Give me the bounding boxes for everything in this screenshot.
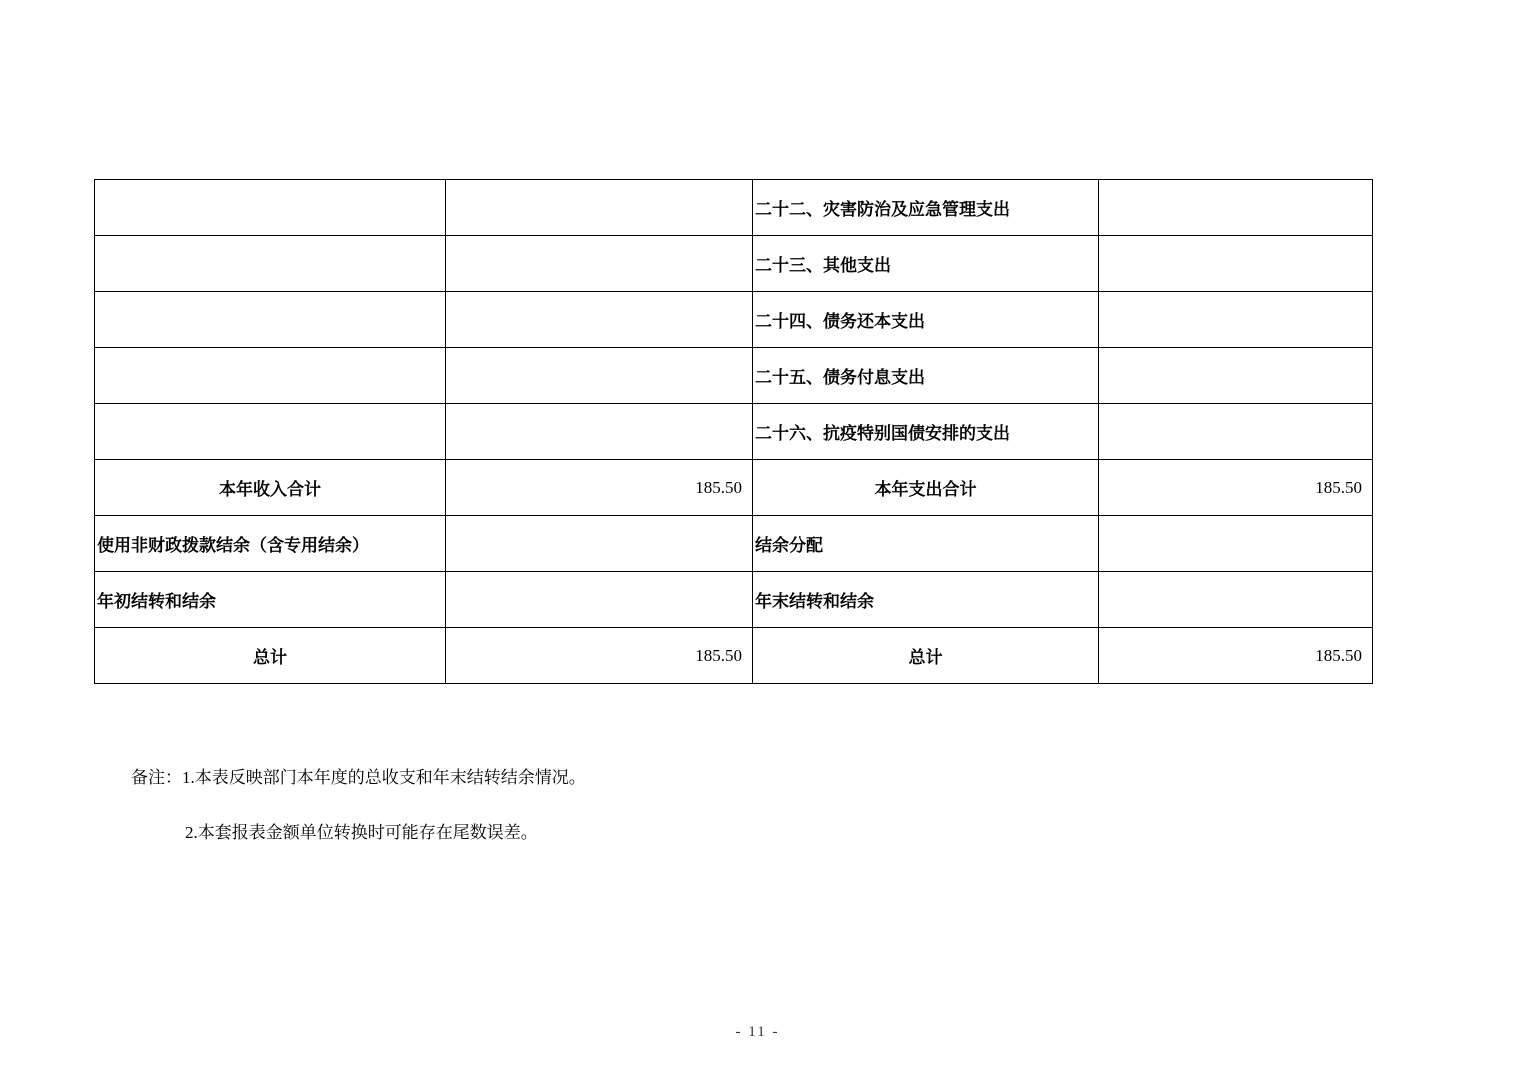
remark-note-1: 备注：1.本表反映部门本年度的总收支和年末结转结余情况。 [131, 768, 586, 787]
expense-item-label: 二十五、债务付息支出 [753, 348, 1099, 404]
income-item-label [95, 236, 446, 292]
income-item-value [446, 180, 753, 236]
income-item-label [95, 404, 446, 460]
expense-item-value [1099, 236, 1373, 292]
grand-total-expense-label: 总计 [753, 628, 1099, 684]
grand-total-income-value: 185.50 [446, 628, 753, 684]
table-row [95, 180, 1373, 236]
non-fiscal-balance-value [446, 516, 753, 572]
table-row [95, 404, 1373, 460]
table-row [95, 516, 1373, 572]
grand-total-income-label: 总计 [95, 628, 446, 684]
table-row [95, 292, 1373, 348]
annual-income-total-value: 185.50 [446, 460, 753, 516]
balance-distribution-value [1099, 516, 1373, 572]
annual-income-total-label: 本年收入合计 [95, 460, 446, 516]
opening-carryover-value [446, 572, 753, 628]
expense-item-value [1099, 348, 1373, 404]
table-row-annual-total [95, 460, 1373, 516]
expense-item-label: 二十六、抗疫特别国债安排的支出 [753, 404, 1099, 460]
opening-carryover-label: 年初结转和结余 [95, 572, 446, 628]
income-item-label [95, 348, 446, 404]
annual-expense-total-value: 185.50 [1099, 460, 1373, 516]
table-row-grand-total [95, 628, 1373, 684]
closing-carryover-label: 年末结转和结余 [753, 572, 1099, 628]
table-row [95, 348, 1373, 404]
income-item-value [446, 292, 753, 348]
remark-note-2: 2.本套报表金额单位转换时可能存在尾数误差。 [185, 823, 538, 842]
expense-item-value [1099, 292, 1373, 348]
expense-item-value [1099, 180, 1373, 236]
table-row [95, 236, 1373, 292]
non-fiscal-balance-label: 使用非财政拨款结余（含专用结余） [95, 516, 446, 572]
income-item-label [95, 180, 446, 236]
income-item-value [446, 236, 753, 292]
closing-carryover-value [1099, 572, 1373, 628]
budget-summary-table [94, 179, 1373, 684]
balance-distribution-label: 结余分配 [753, 516, 1099, 572]
page-number: - 11 - [735, 1024, 780, 1040]
income-item-value [446, 404, 753, 460]
expense-item-value [1099, 404, 1373, 460]
income-item-value [446, 348, 753, 404]
annual-expense-total-label: 本年支出合计 [753, 460, 1099, 516]
expense-item-label: 二十三、其他支出 [753, 236, 1099, 292]
expense-item-label: 二十二、灾害防治及应急管理支出 [753, 180, 1099, 236]
expense-item-label: 二十四、债务还本支出 [753, 292, 1099, 348]
grand-total-expense-value: 185.50 [1099, 628, 1373, 684]
table-row [95, 572, 1373, 628]
income-item-label [95, 292, 446, 348]
